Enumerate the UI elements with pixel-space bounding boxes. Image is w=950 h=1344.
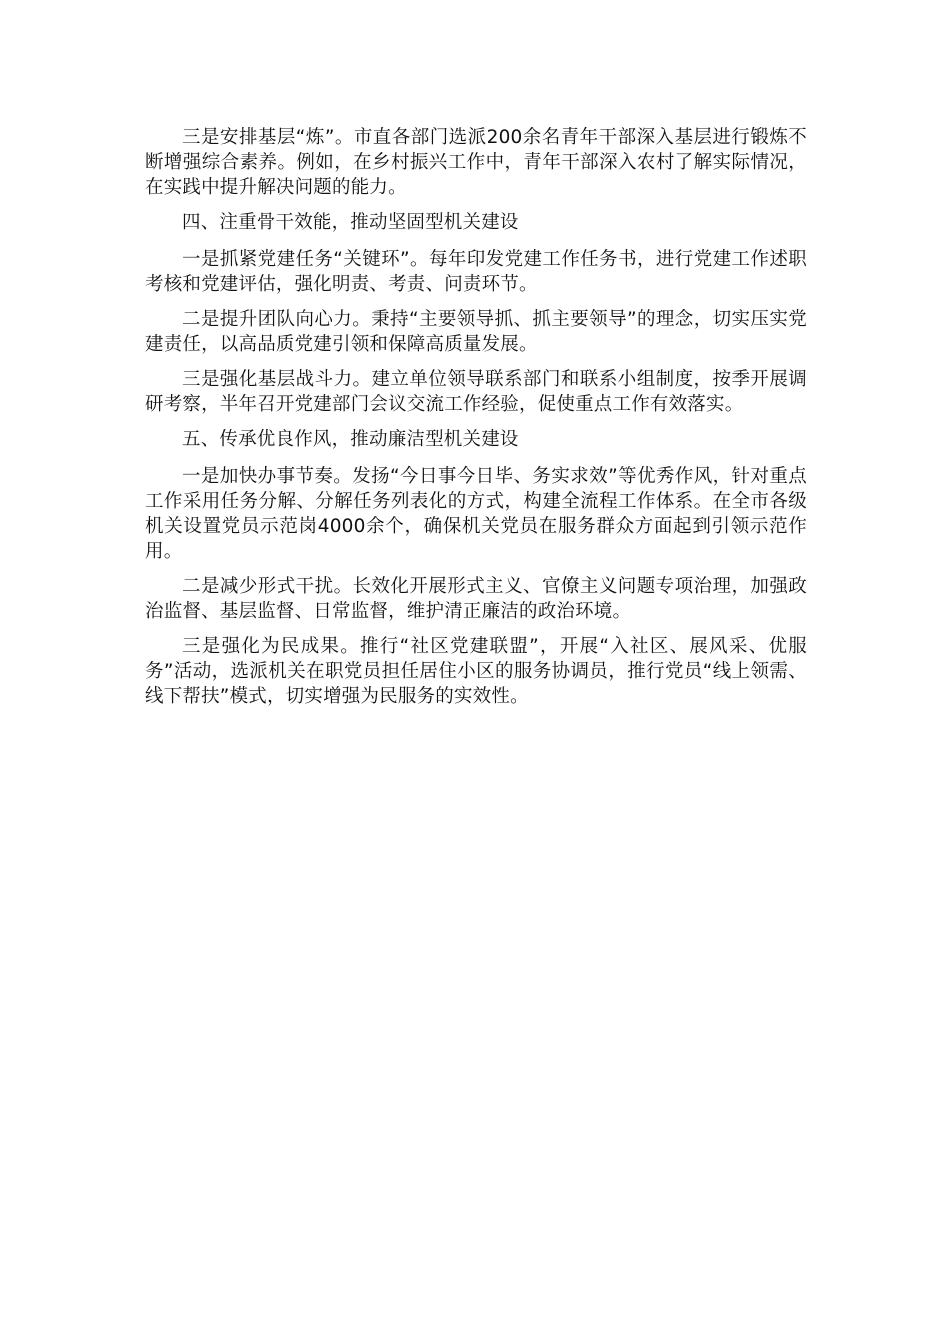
section-heading-five: 五、传承优良作风，推动廉洁型机关建设 — [182, 429, 519, 450]
paragraph-key-tasks: 一是抓紧党建任务“关键环”。每年印发党建工作任务书，进行党建工作述职考核和党建评估，强化明责、考责、问责环节。 — [145, 249, 807, 295]
paragraph-grassroots-strength: 三是强化基层战斗力。建立单位领导联系部门和联系小组制度，按季开展调研考察，半年召开党建部门会议交流工作经验，促使重点工作有效落实。 — [145, 369, 807, 415]
paragraph-reduce-formalism: 二是减少形式干扰。长效化开展形式主义、官僚主义问题专项治理，加强政治监督、基层监督、日常监督，维护清正廉洁的政治环境。 — [145, 576, 807, 622]
paragraph-team-cohesion: 二是提升团队向心力。秉持“主要领导抓、抓主要领导”的理念，切实压实党建责任，以高品质党建引领和保障高质量发展。 — [145, 309, 807, 355]
paragraph-work-pace: 一是加快办事节奏。发扬“今日事今日毕、务实求效”等优秀作风，针对重点工作采用任务分解、分解任务列表化的方式，构建全流程工作体系。在全市各级机关设置党员示范岗4000余个，确保机关党员在服务群众方面起到引领示范作用。 — [145, 466, 807, 562]
section-heading-four: 四、注重骨干效能，推动坚固型机关建设 — [182, 212, 519, 233]
paragraph-training-grassroots: 三是安排基层“炼”。市直各部门选派200余名青年干部深入基层进行锻炼不断增强综合素养。例如，在乡村振兴工作中，青年干部深入农村了解实际情况，在实践中提升解决问题的能力。 — [145, 127, 807, 198]
paragraph-serve-people: 三是强化为民成果。推行“社区党建联盟”，开展“入社区、展风采、优服务”活动，选派机关在职党员担任居住小区的服务协调员，推行党员“线上领需、线下帮扶”模式，切实增强为民服务的实效性。 — [145, 636, 807, 707]
document-page — [145, 125, 807, 719]
